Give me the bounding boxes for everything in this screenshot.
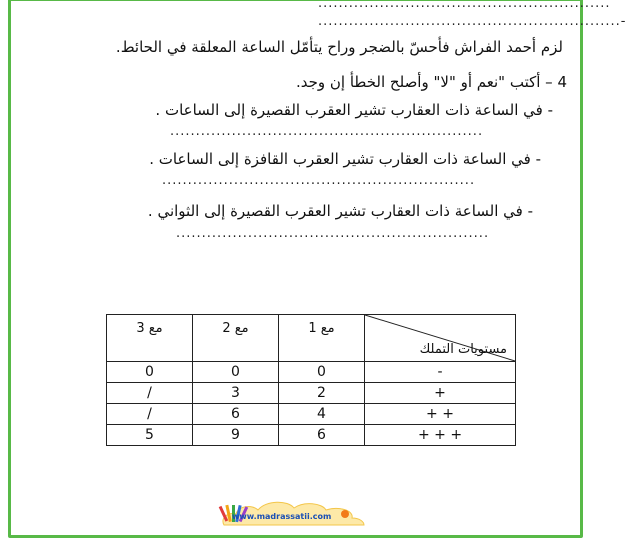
cell-m1: 6 [279,425,365,446]
answer-line-2: ............................................................. [162,173,476,188]
cell-m3: / [107,404,193,425]
answer-line: ......................................................... [318,0,611,11]
mastery-table [106,314,516,446]
question-heading: 4 – أكتب "نعم أو "لا" وأصلح الخطأ إن وجد. [295,73,567,91]
cell-m3: 0 [107,362,193,383]
table-row [107,362,516,383]
header-m3: مع 3 [107,315,193,362]
cell-m2: 6 [193,404,279,425]
cell-m2: 3 [193,383,279,404]
cell-m2: 9 [193,425,279,446]
intro-text: لزم أحمد الفراش فأحسّ بالضجر وراح يتأمّل الساعة المعلقة في الحائط. [115,38,563,56]
answer-line-3: ............................................................. [176,226,490,241]
header-m2: مع 2 [193,315,279,362]
cell-m1: 4 [279,404,365,425]
table-corner-cell [365,315,516,362]
answer-line-1: ............................................................. [170,124,484,139]
cell-level: - [365,362,516,383]
header-m1: مع 1 [279,315,365,362]
logo-text: www.madrassatii.com [232,512,332,521]
cell-m3: / [107,383,193,404]
statement-1: - في الساعة ذات العقارب تشير العقرب القصيرة إلى الساعات . [155,101,553,119]
cell-m1: 0 [279,362,365,383]
table-header-row [107,315,516,362]
statement-3: - في الساعة ذات العقارب تشير العقرب القصيرة إلى الثواني . [147,202,533,220]
cell-m1: 2 [279,383,365,404]
cell-level: + + + [365,425,516,446]
table-row [107,383,516,404]
sun-icon [341,510,349,518]
cell-m2: 0 [193,362,279,383]
statement-2: - في الساعة ذات العقارب تشير العقرب القافزة إلى الساعات . [149,150,541,168]
table-row [107,404,516,425]
corner-label: مستويات التملك [419,342,507,357]
site-logo [218,498,368,525]
answer-line: ...........................................................- [318,14,627,29]
cell-level: + + [365,404,516,425]
cell-m3: 5 [107,425,193,446]
table-row [107,425,516,446]
cell-level: + [365,383,516,404]
